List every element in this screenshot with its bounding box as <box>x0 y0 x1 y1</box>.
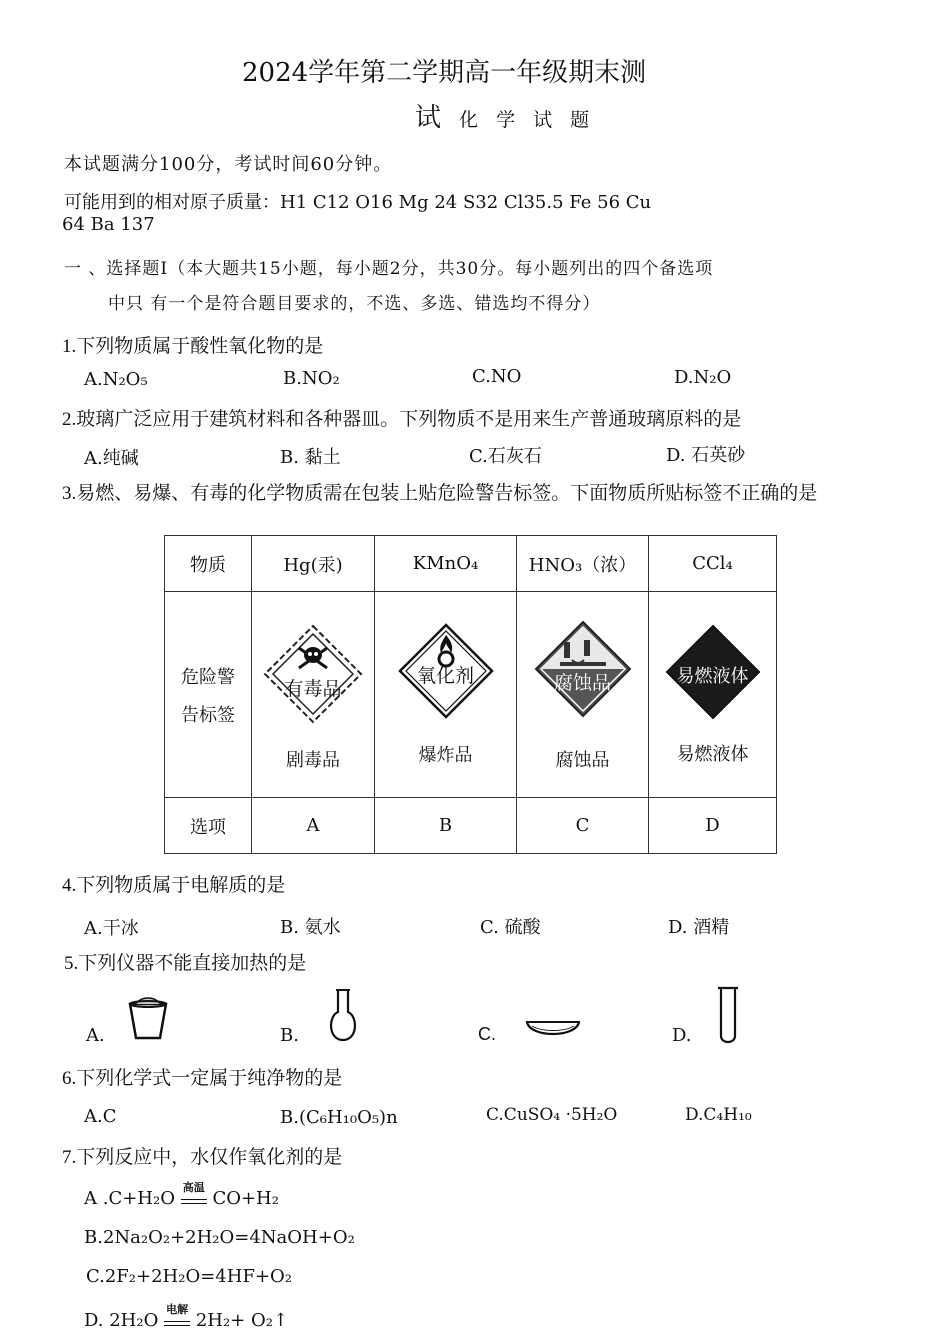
label-header-line1: 危险警 <box>181 666 235 688</box>
q6-stem: 6.下列化学式一定属于纯净物的是 <box>62 1068 343 1089</box>
q7-a-reactants: A .C+H₂O <box>84 1188 175 1209</box>
q4-option-a: A.干冰 <box>84 918 139 939</box>
q4-option-c: C. 硫酸 <box>480 917 541 938</box>
section-header-line2: 中只 有一个是符合题目要求的，不选、多选、错选均不得分） <box>108 294 601 314</box>
q6-option-d: D.C₄H₁₀ <box>685 1105 752 1125</box>
q1-option-d: D.N₂O <box>674 367 732 388</box>
evaporating-dish-icon <box>524 1016 582 1042</box>
caption-c: 腐蚀品 <box>555 749 610 771</box>
q2-option-a: A.纯碱 <box>84 448 139 469</box>
section-header-line1: 一 、选择题Ⅰ（本大题共15小题，每小题2分，共30分。每小题列出的四个备选项 <box>64 259 714 279</box>
hazard-cell-d <box>649 592 777 798</box>
q4-option-b: B. 氨水 <box>280 917 341 938</box>
q2-option-d: D. 石英砂 <box>666 445 746 466</box>
q7-d-products: 2H₂+ O₂↑ <box>195 1310 289 1331</box>
q5-option-b: B. <box>280 1025 299 1046</box>
table-header-substance: 物质 <box>165 536 252 592</box>
q2-option-b: B. 黏土 <box>280 447 341 468</box>
q7-a-products: CO+H₂ <box>212 1188 279 1209</box>
table-option-d: D <box>649 798 777 854</box>
q1-stem: 1.下列物质属于酸性氧化物的是 <box>62 336 324 357</box>
oxidizer-sign-text: 氧化剂 <box>416 664 474 687</box>
exam-title: 2024学年第二学期高一年级期末测 <box>242 58 647 88</box>
test-tube-icon <box>716 984 740 1046</box>
substance-c: HNO₃（浓） <box>517 536 649 592</box>
exam-intro: 本试题满分100分，考试时间60分钟。 <box>64 154 393 175</box>
q2-option-c: C.石灰石 <box>469 446 542 467</box>
table-header-option: 选项 <box>165 798 252 854</box>
label-header-line2: 告标签 <box>181 704 235 726</box>
subtitle-rest: 化 学 试 题 <box>447 109 596 131</box>
q7-d-condition: 电解 <box>166 1303 189 1316</box>
q6-option-a: A.C <box>84 1106 117 1127</box>
exam-subtitle <box>415 97 595 134</box>
q7-a-arrow <box>181 1181 207 1204</box>
q5-stem: 5.下列仪器不能直接加热的是 <box>64 953 307 974</box>
q7-option-d <box>84 1303 289 1331</box>
q5-option-c: C. <box>478 1024 496 1044</box>
toxic-sign-text: 有毒品 <box>284 677 342 700</box>
q7-a-condition: 高温 <box>182 1181 205 1194</box>
q5-option-a: A. <box>86 1025 105 1046</box>
hazard-label-table <box>164 535 777 854</box>
substance-a: Hg(汞) <box>252 536 375 592</box>
q5-option-d: D. <box>672 1025 692 1046</box>
hazard-cell-b <box>375 592 517 798</box>
caption-a: 剧毒品 <box>286 749 340 771</box>
q1-option-c: C.NO <box>472 366 522 387</box>
q7-stem: 7.下列反应中，水仅作氧化剂的是 <box>62 1147 343 1168</box>
flammable-sign-text: 易燃液体 <box>676 665 749 687</box>
atomic-mass-line1: 可能用到的相对原子质量：H1 C12 O16 Mg 24 S32 Cl35.5 Fe 56 Cu <box>64 192 652 213</box>
q7-option-b: B.2Na₂O₂+2H₂O=4NaOH+O₂ <box>84 1227 355 1248</box>
q7-option-a <box>84 1181 279 1209</box>
q7-d-arrow <box>164 1303 190 1326</box>
q6-option-c: C.CuSO₄ ·5H₂O <box>486 1105 618 1125</box>
hazard-cell-c <box>517 592 649 798</box>
q2-stem: 2.玻璃广泛应用于建筑材料和各种器皿。下列物质不是用来生产普通玻璃原料的是 <box>62 409 742 430</box>
atomic-mass-line2: 64 Ba 137 <box>62 214 155 235</box>
q4-stem: 4.下列物质属于电解质的是 <box>62 875 286 896</box>
hazard-cell-a <box>252 592 375 798</box>
substance-b: KMnO₄ <box>375 536 517 592</box>
crucible-icon <box>126 994 170 1042</box>
table-option-a: A <box>252 798 375 854</box>
caption-b: 爆炸品 <box>418 744 473 766</box>
substance-d: CCl₄ <box>649 536 777 592</box>
corrosive-sign-text: 腐蚀品 <box>553 671 611 694</box>
q7-d-reactants: D. 2H₂O <box>84 1310 159 1331</box>
q1-option-b: B.NO₂ <box>283 368 340 389</box>
q3-stem: 3.易燃、易爆、有毒的化学物质需在包装上贴危险警告标签。下面物质所贴标签不正确的是 <box>62 483 818 504</box>
q4-option-d: D. 酒精 <box>668 917 730 938</box>
table-header-label <box>165 592 252 798</box>
q1-option-a: A.N₂O₅ <box>84 369 148 390</box>
q6-option-b: B.(C₆H₁₀O₅)n <box>280 1107 398 1128</box>
table-option-c: C <box>517 798 649 854</box>
table-option-b: B <box>375 798 517 854</box>
round-flask-icon <box>326 988 360 1044</box>
q7-option-c: C.2F₂+2H₂O=4HF+O₂ <box>86 1266 292 1287</box>
subtitle-big-char: 试 <box>415 103 448 133</box>
caption-d: 易燃液体 <box>676 743 749 765</box>
